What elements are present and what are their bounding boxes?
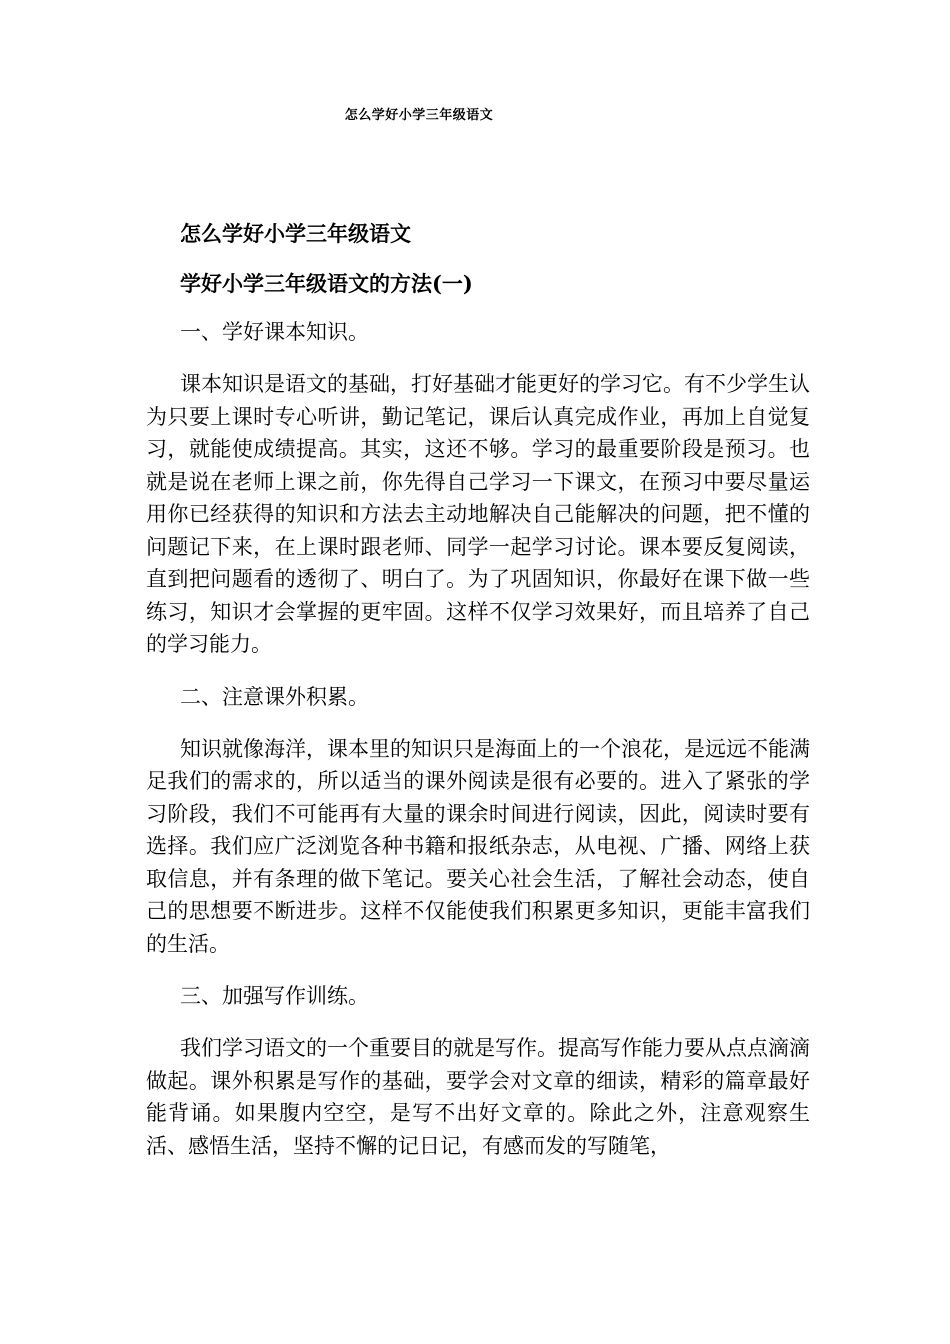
section-heading-2: 二、注意课外积累。 xyxy=(180,684,369,709)
section-paragraph-1: 课本知识是语文的基础，打好基础才能更好的学习它。有不少学生认为只要上课时专心听讲，勤记笔记，课后认真完成作业，再加上自觉复习，就能使成绩提高。其实，这还不够。学习的最重要阶段是预习。也就是说在老师上课之前，你先得自己学习一下课文，在预习中要尽量运用你已经获得的知识和方法去主动地解决自己能解决的问题，把不懂的问题记下来，在上课时跟老师、同学一起学习讨论。课本要反复阅读，直到把问题看的透彻了、明白了。为了巩固知识，你最好在课下做一些练习，知识才会掌握的更牢固。这样不仅学习效果好，而且培养了自己的学习能力。 xyxy=(146,372,810,656)
section-heading-1: 一、学好课本知识。 xyxy=(180,320,369,344)
section-paragraph-2: 知识就像海洋，课本里的知识只是海面上的一个浪花，是远远不能满足我们的需求的，所以适当的课外阅读是很有必要的。进入了紧张的学习阶段，我们不可能再有大量的课余时间进行阅读，因此，阅读时要有选择。我们应广泛浏览各种书籍和报纸杂志，从电视、广播、网络上获取信息，并有条理的做下笔记。要关心社会生活，了解社会动态，使自己的思想要不断进步。这样不仅能使我们积累更多知识，更能丰富我们的生活。 xyxy=(146,736,810,956)
section-paragraph-3: 我们学习语文的一个重要目的就是写作。提高写作能力要从点点滴滴做起。课外积累是写作的基础，要学会对文章的细读，精彩的篇章最好能背诵。如果腹内空空，是写不出好文章的。除此之外，注意观察生活、感悟生活，坚持不懈的记日记，有感而发的写随笔， xyxy=(146,1036,810,1158)
document-body xyxy=(146,218,810,1182)
section-heading-3: 三、加强写作训练。 xyxy=(180,984,369,1008)
document-subtitle: 学好小学三年级语文的方法(一) xyxy=(180,271,473,296)
document-title: 怎么学好小学三年级语文 xyxy=(180,221,411,246)
running-header: 怎么学好小学三年级语文 xyxy=(344,108,494,123)
